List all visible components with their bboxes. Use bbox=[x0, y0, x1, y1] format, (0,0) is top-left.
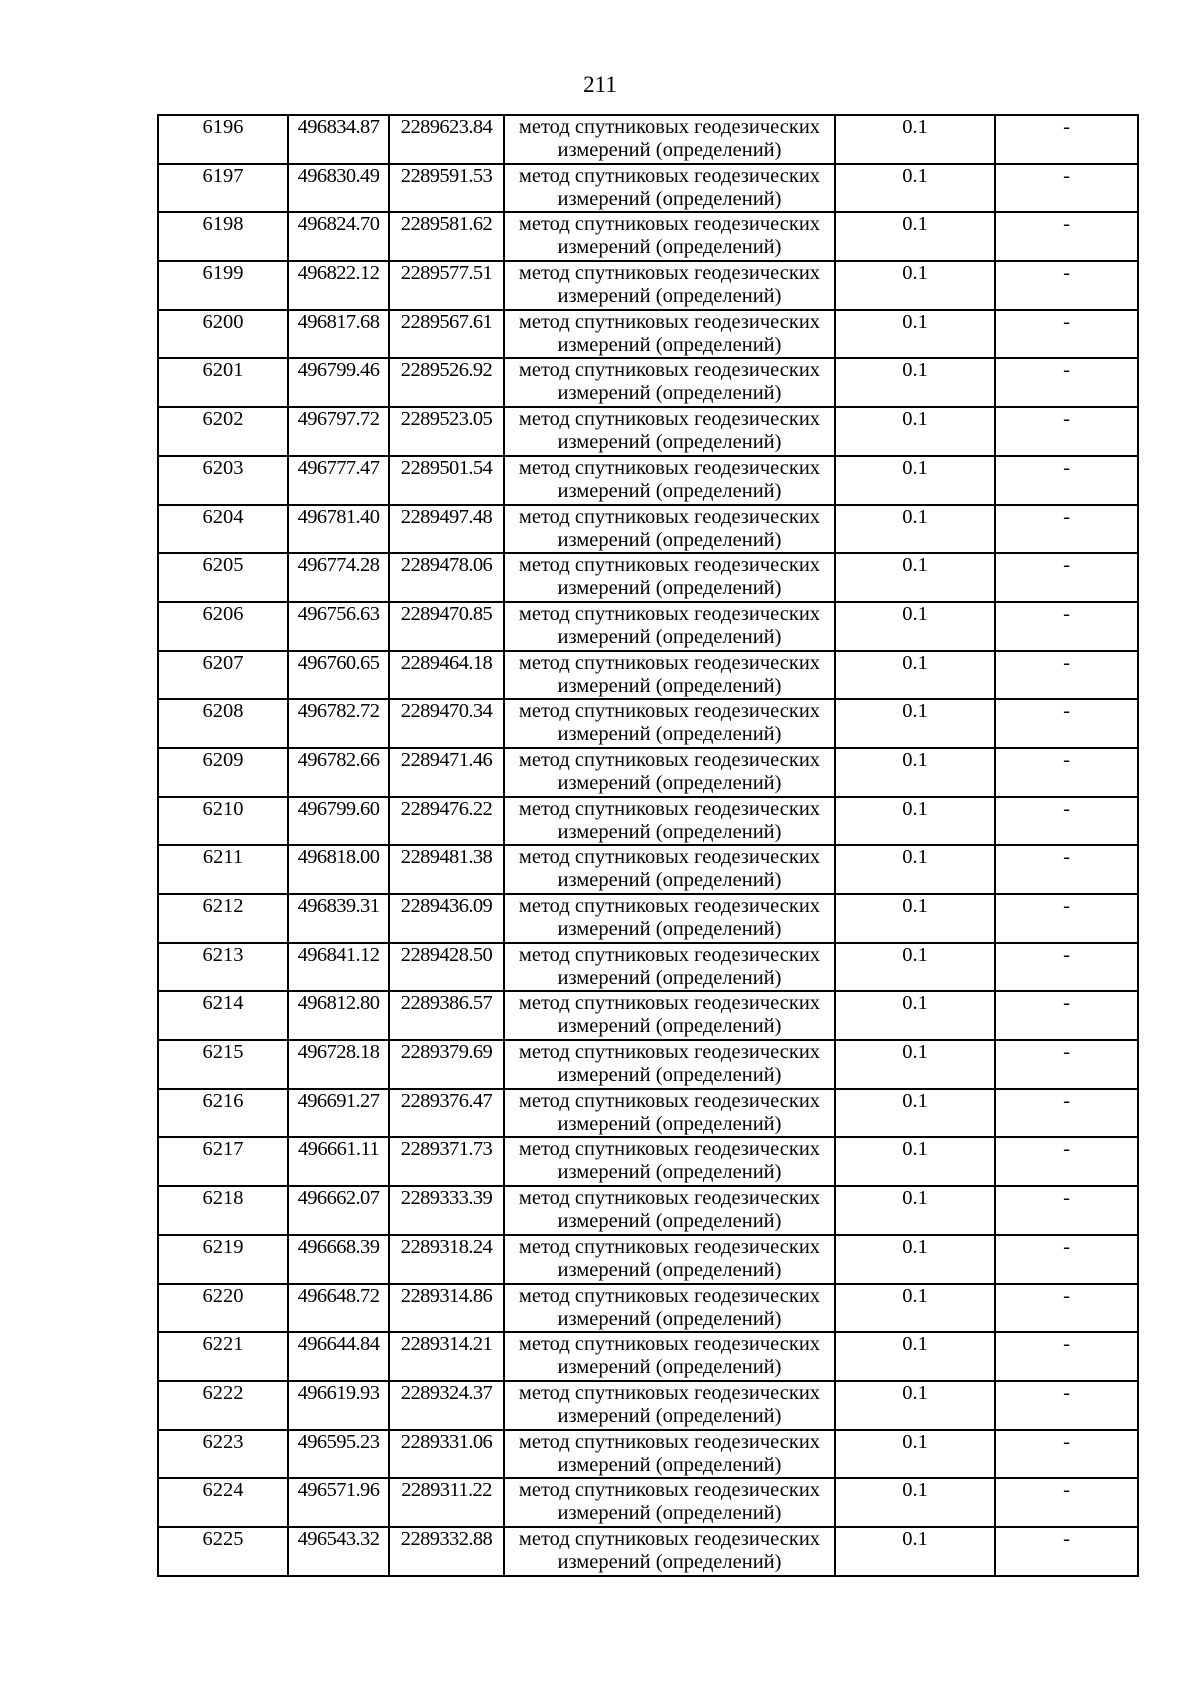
method-text-line: метод спутниковых геодезических bbox=[518, 1527, 821, 1550]
x-coordinate-cell: 496648.72 bbox=[288, 1284, 389, 1333]
method-cell bbox=[504, 797, 835, 846]
method-text-line: метод спутниковых геодезических bbox=[518, 602, 821, 625]
method-text-line: измерений (определений) bbox=[557, 1307, 782, 1330]
table-row bbox=[158, 1137, 1138, 1186]
method-text-line: измерений (определений) bbox=[557, 1550, 782, 1573]
method-text-line: метод спутниковых геодезических bbox=[518, 1089, 821, 1112]
method-text-line: измерений (определений) bbox=[557, 479, 782, 502]
x-coordinate-cell: 496822.12 bbox=[288, 261, 389, 310]
y-coordinate-cell: 2289623.84 bbox=[389, 115, 504, 164]
table-row bbox=[158, 1381, 1138, 1430]
x-coordinate-cell: 496756.63 bbox=[288, 602, 389, 651]
x-coordinate-cell: 496812.80 bbox=[288, 991, 389, 1040]
method-text-line: метод спутниковых геодезических bbox=[518, 359, 821, 382]
method-cell bbox=[504, 602, 835, 651]
point-number-cell: 6225 bbox=[158, 1527, 288, 1576]
method-text-line: метод спутниковых геодезических bbox=[518, 213, 821, 236]
page-number: 211 bbox=[583, 72, 617, 97]
accuracy-cell: 0.1 bbox=[835, 1381, 995, 1430]
x-coordinate-cell: 496818.00 bbox=[288, 845, 389, 894]
accuracy-cell: 0.1 bbox=[835, 699, 995, 748]
method-cell bbox=[504, 261, 835, 310]
point-number-cell: 6205 bbox=[158, 553, 288, 602]
method-text-line: измерений (определений) bbox=[557, 1161, 782, 1184]
method-text-line: метод спутниковых геодезических bbox=[518, 408, 821, 431]
method-text-line: метод спутниковых геодезических bbox=[518, 1187, 821, 1210]
method-text-line: метод спутниковых геодезических bbox=[518, 992, 821, 1015]
y-coordinate-cell: 2289318.24 bbox=[389, 1235, 504, 1284]
note-cell: - bbox=[995, 651, 1138, 700]
method-text-line: метод спутниковых геодезических bbox=[518, 1479, 821, 1502]
table-row bbox=[158, 553, 1138, 602]
note-cell: - bbox=[995, 407, 1138, 456]
note-cell: - bbox=[995, 1089, 1138, 1138]
point-number-cell: 6204 bbox=[158, 505, 288, 554]
method-cell bbox=[504, 456, 835, 505]
table-row bbox=[158, 699, 1138, 748]
y-coordinate-cell: 2289331.06 bbox=[389, 1430, 504, 1479]
point-number-cell: 6197 bbox=[158, 164, 288, 213]
accuracy-cell: 0.1 bbox=[835, 1089, 995, 1138]
accuracy-cell: 0.1 bbox=[835, 1527, 995, 1576]
method-text-line: измерений (определений) bbox=[557, 1404, 782, 1427]
method-cell bbox=[504, 651, 835, 700]
accuracy-cell: 0.1 bbox=[835, 991, 995, 1040]
accuracy-cell: 0.1 bbox=[835, 1235, 995, 1284]
method-text-line: метод спутниковых геодезических bbox=[518, 1284, 821, 1307]
accuracy-cell: 0.1 bbox=[835, 1284, 995, 1333]
method-text-line: измерений (определений) bbox=[557, 382, 782, 405]
accuracy-cell: 0.1 bbox=[835, 1478, 995, 1527]
table-row bbox=[158, 845, 1138, 894]
method-cell bbox=[504, 1527, 835, 1576]
point-number-cell: 6200 bbox=[158, 310, 288, 359]
method-cell bbox=[504, 1040, 835, 1089]
point-number-cell: 6208 bbox=[158, 699, 288, 748]
x-coordinate-cell: 496619.93 bbox=[288, 1381, 389, 1430]
method-text-line: измерений (определений) bbox=[557, 918, 782, 940]
method-text-line: измерений (определений) bbox=[557, 236, 782, 259]
method-text-line: метод спутниковых геодезических bbox=[518, 700, 821, 723]
method-text-line: метод спутниковых геодезических bbox=[518, 1041, 821, 1064]
point-number-cell: 6206 bbox=[158, 602, 288, 651]
y-coordinate-cell: 2289464.18 bbox=[389, 651, 504, 700]
x-coordinate-cell: 496644.84 bbox=[288, 1332, 389, 1381]
point-number-cell: 6218 bbox=[158, 1186, 288, 1235]
x-coordinate-cell: 496797.72 bbox=[288, 407, 389, 456]
point-number-cell: 6196 bbox=[158, 115, 288, 164]
x-coordinate-cell: 496691.27 bbox=[288, 1089, 389, 1138]
note-cell: - bbox=[995, 164, 1138, 213]
note-cell: - bbox=[995, 553, 1138, 602]
note-cell: - bbox=[995, 602, 1138, 651]
method-text-line: измерений (определений) bbox=[557, 625, 782, 648]
accuracy-cell: 0.1 bbox=[835, 1332, 995, 1381]
accuracy-cell: 0.1 bbox=[835, 602, 995, 651]
accuracy-cell: 0.1 bbox=[835, 1137, 995, 1186]
accuracy-cell: 0.1 bbox=[835, 748, 995, 797]
accuracy-cell: 0.1 bbox=[835, 651, 995, 700]
method-cell bbox=[504, 1089, 835, 1138]
method-text-line: измерений (определений) bbox=[557, 577, 782, 600]
note-cell: - bbox=[995, 358, 1138, 407]
y-coordinate-cell: 2289567.61 bbox=[389, 310, 504, 359]
accuracy-cell: 0.1 bbox=[835, 164, 995, 213]
accuracy-cell: 0.1 bbox=[835, 261, 995, 310]
note-cell: - bbox=[995, 699, 1138, 748]
table-row bbox=[158, 943, 1138, 992]
table-row bbox=[158, 1430, 1138, 1479]
method-cell bbox=[504, 164, 835, 213]
note-cell: - bbox=[995, 1478, 1138, 1527]
y-coordinate-cell: 2289386.57 bbox=[389, 991, 504, 1040]
method-text-line: метод спутниковых геодезических bbox=[518, 1235, 821, 1258]
y-coordinate-cell: 2289591.53 bbox=[389, 164, 504, 213]
method-text-line: измерений (определений) bbox=[557, 139, 782, 161]
x-coordinate-cell: 496661.11 bbox=[288, 1137, 389, 1186]
table-row bbox=[158, 407, 1138, 456]
method-cell bbox=[504, 1284, 835, 1333]
method-text-line: метод спутниковых геодезических bbox=[518, 895, 821, 917]
accuracy-cell: 0.1 bbox=[835, 1040, 995, 1089]
method-text-line: измерений (определений) bbox=[557, 869, 782, 892]
point-number-cell: 6203 bbox=[158, 456, 288, 505]
note-cell: - bbox=[995, 1235, 1138, 1284]
table-body bbox=[158, 115, 1138, 1576]
method-text-line: метод спутниковых геодезических bbox=[518, 116, 821, 138]
y-coordinate-cell: 2289470.85 bbox=[389, 602, 504, 651]
point-number-cell: 6202 bbox=[158, 407, 288, 456]
method-text-line: метод спутниковых геодезических bbox=[518, 1138, 821, 1161]
method-text-line: метод спутниковых геодезических bbox=[518, 456, 821, 479]
note-cell: - bbox=[995, 1527, 1138, 1576]
method-text-line: метод спутниковых геодезических bbox=[518, 1430, 821, 1453]
method-cell bbox=[504, 553, 835, 602]
x-coordinate-cell: 496543.32 bbox=[288, 1527, 389, 1576]
table-row bbox=[158, 164, 1138, 213]
y-coordinate-cell: 2289324.37 bbox=[389, 1381, 504, 1430]
y-coordinate-cell: 2289478.06 bbox=[389, 553, 504, 602]
method-cell bbox=[504, 1332, 835, 1381]
point-number-cell: 6199 bbox=[158, 261, 288, 310]
accuracy-cell: 0.1 bbox=[835, 456, 995, 505]
method-text-line: метод спутниковых геодезических bbox=[518, 1333, 821, 1356]
method-text-line: метод спутниковых геодезических bbox=[518, 505, 821, 528]
method-cell bbox=[504, 1478, 835, 1527]
method-text-line: измерений (определений) bbox=[557, 285, 782, 308]
method-cell bbox=[504, 991, 835, 1040]
note-cell: - bbox=[995, 1430, 1138, 1479]
x-coordinate-cell: 496760.65 bbox=[288, 651, 389, 700]
table-row bbox=[158, 651, 1138, 700]
method-text-line: измерений (определений) bbox=[557, 771, 782, 794]
x-coordinate-cell: 496571.96 bbox=[288, 1478, 389, 1527]
note-cell: - bbox=[995, 115, 1138, 164]
y-coordinate-cell: 2289581.62 bbox=[389, 212, 504, 261]
x-coordinate-cell: 496824.70 bbox=[288, 212, 389, 261]
note-cell: - bbox=[995, 1137, 1138, 1186]
method-cell bbox=[504, 1137, 835, 1186]
accuracy-cell: 0.1 bbox=[835, 943, 995, 992]
point-number-cell: 6223 bbox=[158, 1430, 288, 1479]
table-row bbox=[158, 358, 1138, 407]
x-coordinate-cell: 496662.07 bbox=[288, 1186, 389, 1235]
x-coordinate-cell: 496668.39 bbox=[288, 1235, 389, 1284]
y-coordinate-cell: 2289497.48 bbox=[389, 505, 504, 554]
note-cell: - bbox=[995, 991, 1138, 1040]
table-row bbox=[158, 310, 1138, 359]
point-number-cell: 6215 bbox=[158, 1040, 288, 1089]
table-row bbox=[158, 1089, 1138, 1138]
method-text-line: измерений (определений) bbox=[557, 431, 782, 454]
table-row bbox=[158, 991, 1138, 1040]
note-cell: - bbox=[995, 261, 1138, 310]
note-cell: - bbox=[995, 894, 1138, 943]
method-text-line: измерений (определений) bbox=[557, 1210, 782, 1233]
method-text-line: измерений (определений) bbox=[557, 1064, 782, 1087]
point-number-cell: 6209 bbox=[158, 748, 288, 797]
x-coordinate-cell: 496782.72 bbox=[288, 699, 389, 748]
note-cell: - bbox=[995, 797, 1138, 846]
table-row bbox=[158, 1040, 1138, 1089]
point-number-cell: 6201 bbox=[158, 358, 288, 407]
method-text-line: измерений (определений) bbox=[557, 187, 782, 210]
y-coordinate-cell: 2289501.54 bbox=[389, 456, 504, 505]
x-coordinate-cell: 496834.87 bbox=[288, 115, 389, 164]
accuracy-cell: 0.1 bbox=[835, 505, 995, 554]
accuracy-cell: 0.1 bbox=[835, 1186, 995, 1235]
x-coordinate-cell: 496799.60 bbox=[288, 797, 389, 846]
method-cell bbox=[504, 1235, 835, 1284]
method-cell bbox=[504, 1430, 835, 1479]
note-cell: - bbox=[995, 1186, 1138, 1235]
y-coordinate-cell: 2289476.22 bbox=[389, 797, 504, 846]
note-cell: - bbox=[995, 1284, 1138, 1333]
table-row bbox=[158, 748, 1138, 797]
note-cell: - bbox=[995, 748, 1138, 797]
table-row bbox=[158, 456, 1138, 505]
method-text-line: метод спутниковых геодезических bbox=[518, 310, 821, 333]
point-number-cell: 6220 bbox=[158, 1284, 288, 1333]
note-cell: - bbox=[995, 1332, 1138, 1381]
x-coordinate-cell: 496839.31 bbox=[288, 894, 389, 943]
method-text-line: измерений (определений) bbox=[557, 820, 782, 843]
x-coordinate-cell: 496841.12 bbox=[288, 943, 389, 992]
x-coordinate-cell: 496782.66 bbox=[288, 748, 389, 797]
point-number-cell: 6214 bbox=[158, 991, 288, 1040]
method-cell bbox=[504, 894, 835, 943]
method-text-line: метод спутниковых геодезических bbox=[518, 262, 821, 285]
x-coordinate-cell: 496728.18 bbox=[288, 1040, 389, 1089]
accuracy-cell: 0.1 bbox=[835, 553, 995, 602]
table-row bbox=[158, 1527, 1138, 1576]
method-text-line: измерений (определений) bbox=[557, 1356, 782, 1379]
x-coordinate-cell: 496817.68 bbox=[288, 310, 389, 359]
y-coordinate-cell: 2289471.46 bbox=[389, 748, 504, 797]
note-cell: - bbox=[995, 310, 1138, 359]
method-text-line: измерений (определений) bbox=[557, 528, 782, 551]
y-coordinate-cell: 2289333.39 bbox=[389, 1186, 504, 1235]
method-text-line: измерений (определений) bbox=[557, 1258, 782, 1281]
point-number-cell: 6222 bbox=[158, 1381, 288, 1430]
point-number-cell: 6221 bbox=[158, 1332, 288, 1381]
table-row bbox=[158, 797, 1138, 846]
table-row bbox=[158, 1284, 1138, 1333]
method-cell bbox=[504, 699, 835, 748]
note-cell: - bbox=[995, 943, 1138, 992]
y-coordinate-cell: 2289314.86 bbox=[389, 1284, 504, 1333]
point-number-cell: 6198 bbox=[158, 212, 288, 261]
y-coordinate-cell: 2289470.34 bbox=[389, 699, 504, 748]
method-text-line: метод спутниковых геодезических bbox=[518, 797, 821, 820]
method-text-line: измерений (определений) bbox=[557, 674, 782, 697]
table-row bbox=[158, 602, 1138, 651]
note-cell: - bbox=[995, 456, 1138, 505]
point-number-cell: 6212 bbox=[158, 894, 288, 943]
x-coordinate-cell: 496830.49 bbox=[288, 164, 389, 213]
y-coordinate-cell: 2289379.69 bbox=[389, 1040, 504, 1089]
method-cell bbox=[504, 212, 835, 261]
x-coordinate-cell: 496595.23 bbox=[288, 1430, 389, 1479]
point-number-cell: 6213 bbox=[158, 943, 288, 992]
point-number-cell: 6211 bbox=[158, 845, 288, 894]
table-row bbox=[158, 1186, 1138, 1235]
y-coordinate-cell: 2289436.09 bbox=[389, 894, 504, 943]
accuracy-cell: 0.1 bbox=[835, 115, 995, 164]
table-row bbox=[158, 212, 1138, 261]
note-cell: - bbox=[995, 505, 1138, 554]
method-text-line: измерений (определений) bbox=[557, 333, 782, 356]
method-text-line: измерений (определений) bbox=[557, 1112, 782, 1135]
method-text-line: измерений (определений) bbox=[557, 1502, 782, 1525]
table-row bbox=[158, 115, 1138, 164]
accuracy-cell: 0.1 bbox=[835, 797, 995, 846]
y-coordinate-cell: 2289332.88 bbox=[389, 1527, 504, 1576]
x-coordinate-cell: 496799.46 bbox=[288, 358, 389, 407]
y-coordinate-cell: 2289371.73 bbox=[389, 1137, 504, 1186]
method-text-line: измерений (определений) bbox=[557, 1453, 782, 1476]
method-cell bbox=[504, 505, 835, 554]
method-cell bbox=[504, 310, 835, 359]
method-cell bbox=[504, 407, 835, 456]
table-row bbox=[158, 1478, 1138, 1527]
note-cell: - bbox=[995, 212, 1138, 261]
method-cell bbox=[504, 1186, 835, 1235]
note-cell: - bbox=[995, 1381, 1138, 1430]
x-coordinate-cell: 496774.28 bbox=[288, 553, 389, 602]
accuracy-cell: 0.1 bbox=[835, 894, 995, 943]
accuracy-cell: 0.1 bbox=[835, 310, 995, 359]
method-text-line: измерений (определений) bbox=[557, 1015, 782, 1038]
method-text-line: измерений (определений) bbox=[557, 723, 782, 746]
method-text-line: метод спутниковых геодезических bbox=[518, 554, 821, 577]
method-cell bbox=[504, 748, 835, 797]
point-number-cell: 6219 bbox=[158, 1235, 288, 1284]
table-row bbox=[158, 894, 1138, 943]
note-cell: - bbox=[995, 845, 1138, 894]
y-coordinate-cell: 2289376.47 bbox=[389, 1089, 504, 1138]
y-coordinate-cell: 2289314.21 bbox=[389, 1332, 504, 1381]
y-coordinate-cell: 2289311.22 bbox=[389, 1478, 504, 1527]
table-row bbox=[158, 505, 1138, 554]
method-text-line: метод спутниковых геодезических bbox=[518, 846, 821, 869]
x-coordinate-cell: 496781.40 bbox=[288, 505, 389, 554]
accuracy-cell: 0.1 bbox=[835, 1430, 995, 1479]
accuracy-cell: 0.1 bbox=[835, 212, 995, 261]
accuracy-cell: 0.1 bbox=[835, 358, 995, 407]
method-text-line: метод спутниковых геодезических bbox=[518, 651, 821, 674]
accuracy-cell: 0.1 bbox=[835, 407, 995, 456]
method-cell bbox=[504, 115, 835, 164]
method-text-line: метод спутниковых геодезических bbox=[518, 164, 821, 187]
x-coordinate-cell: 496777.47 bbox=[288, 456, 389, 505]
method-cell bbox=[504, 845, 835, 894]
note-cell: - bbox=[995, 1040, 1138, 1089]
point-number-cell: 6224 bbox=[158, 1478, 288, 1527]
coordinates-table bbox=[157, 114, 1139, 1577]
y-coordinate-cell: 2289428.50 bbox=[389, 943, 504, 992]
y-coordinate-cell: 2289526.92 bbox=[389, 358, 504, 407]
y-coordinate-cell: 2289523.05 bbox=[389, 407, 504, 456]
table-row bbox=[158, 1235, 1138, 1284]
method-text-line: метод спутниковых геодезических bbox=[518, 943, 821, 966]
point-number-cell: 6217 bbox=[158, 1137, 288, 1186]
y-coordinate-cell: 2289481.38 bbox=[389, 845, 504, 894]
y-coordinate-cell: 2289577.51 bbox=[389, 261, 504, 310]
method-text-line: метод спутниковых геодезических bbox=[518, 748, 821, 771]
method-cell bbox=[504, 1381, 835, 1430]
table-row bbox=[158, 1332, 1138, 1381]
accuracy-cell: 0.1 bbox=[835, 845, 995, 894]
method-text-line: метод спутниковых геодезических bbox=[518, 1381, 821, 1404]
point-number-cell: 6207 bbox=[158, 651, 288, 700]
point-number-cell: 6210 bbox=[158, 797, 288, 846]
method-cell bbox=[504, 943, 835, 992]
method-text-line: измерений (определений) bbox=[557, 966, 782, 989]
point-number-cell: 6216 bbox=[158, 1089, 288, 1138]
table-row bbox=[158, 261, 1138, 310]
method-cell bbox=[504, 358, 835, 407]
